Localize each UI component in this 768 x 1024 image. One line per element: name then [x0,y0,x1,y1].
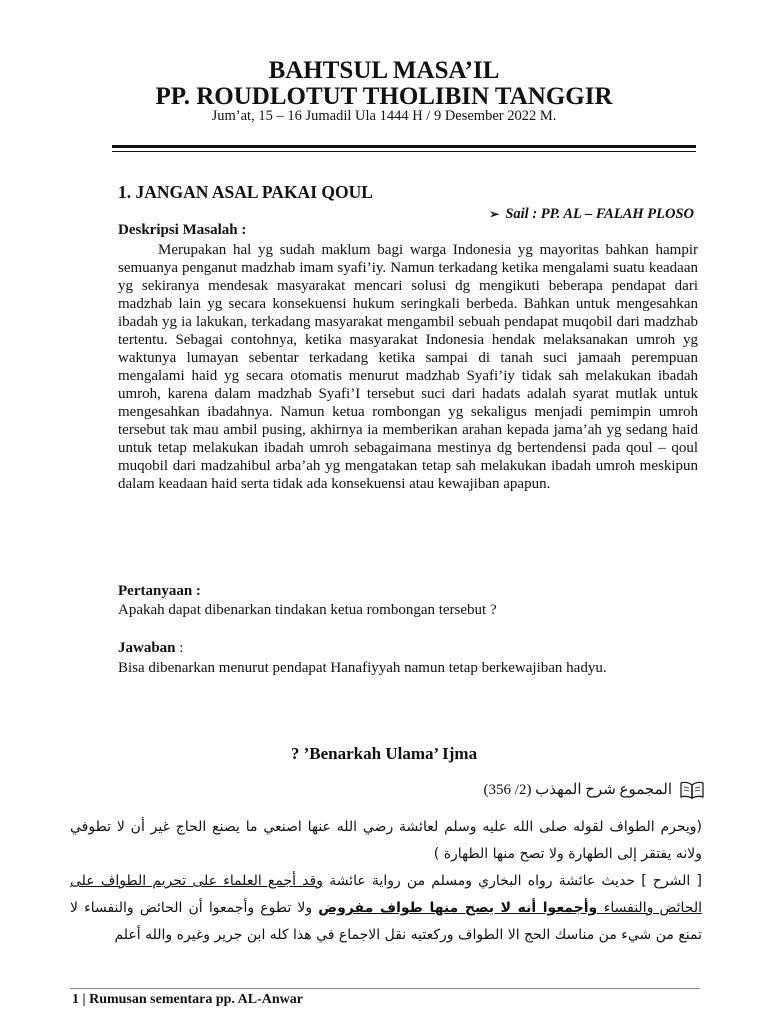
footer-text: 1 | Rumusan sementara pp. AL-Anwar [72,992,303,1007]
header-divider-thin [112,151,696,152]
jawaban-label-text: Jawaban [118,640,176,656]
ibarah-2-bold-underlined: وأجمعوا أنه لا يصح منها طواف مفروض [318,900,604,916]
ibarah-2-underlined: وقد أجمع العلماء على تحريم الطواف على الحائض والنفساء [70,873,702,916]
jawaban-label-colon: : [175,640,184,656]
reference-row [484,780,704,799]
header-title: BAHTSUL MASA’IL [268,57,500,84]
jawaban-label [118,640,183,657]
ibarah-paragraph-2 [70,868,702,949]
ibarah-paragraph-1: (ويحرم الطواف لقوله صلى الله عليه وسلم لعائشة رضي الله عنها اصنعي ما يصنع الحاج غير أن لا تطوفي ولانه يفتقر إلى الطهارة ولا تصح منها الطهارة ) [70,819,702,862]
pertanyaan-text: Apakah dapat dibenarkan tindakan ketua rombongan tersebut ? [118,602,497,618]
jawaban-text: Bisa dibenarkan menurut pendapat Hanafiyyah namun tetap berkewajiban hadyu. [118,660,607,676]
sail-text: Sail : PP. AL – FALAH PLOSO [505,206,694,222]
deskripsi-paragraph: Merupakan hal yg sudah maklum bagi warga Indonesia yg mayoritas bahkan hampir semuanya penganut madzhab imam syafi’iy. Namun terkadang ketika mengalami suatu keadaan yg sekiranya mendesak masyarakat mencari solusi dg mengikuti beberapa pendapat dari madzhab lain yg secara konsekuensi hukum seringkali berbeda. Bahkan untuk mengesahkan ibadah yg ia lakukan, terkadang masyarakat mengambil sebuah pendapat muqobil dari madzhab tertentu. Sebagai contohnya, ketika masyarakat Indonesia hendak melaksanakan umroh yg waktunya lumayan sebentar terkadang ketika sampai di tanah suci jamaah perempuan mengalami haid yg secara otomatis menurut madzhab Syafi’iy tidak sah melakukan ibadah umroh, karena dalam madzhab Syafi’I tersebut suci dari hadats adalah syarat mutlak untuk mengesahkan ibadahnya. Namun ketua rombongan yg sekaligus menjadi pemimpin umroh tersebut tak mau ambil pusing, akhirnya ia memberikan arahan kepada jama’ah yg sedang haid untuk tetap melakukan ibadah umroh sebagaimana mestinya dg bertendensi pada qoul – qoul muqobil dari madzahibul arba’ah yg mengatakan tetap sah melakukan ibadah umroh meskipun dalam keadaan haid serta tidak ada konsekuensi atau kewajiban apapun. [118,242,698,492]
subsection-title: ? ’Benarkah Ulama’ Ijma [290,744,478,763]
header-institution: PP. ROUDLOTUT THOLIBIN TANGGIR [155,83,613,110]
sail-line [489,206,694,223]
header-date: Jum’at, 15 – 16 Jumadil Ula 1444 H / 9 Desember 2022 M. [211,108,557,124]
ibarah-2-part-d: ولا تطوع وأجمعوا أن الحائض والنفساء لا تمنع من شيء من مناسك الحج الا الطواف وركعتيه نقل الاجماع في هذا كله ابن جرير وغيره والله أعلم [70,900,702,943]
book-icon [680,781,704,799]
header-divider-thick [112,145,696,148]
footer-divider [70,988,700,989]
pertanyaan-label: Pertanyaan : [118,583,201,599]
deskripsi-label: Deskripsi Masalah : [118,222,247,238]
section-title: 1. JANGAN ASAL PAKAI QOUL [118,182,373,202]
reference-text: المجموع شرح المهذب (2/ 356) [483,782,672,798]
ibarah-2-part-a: [ الشرح ] حديث عائشة رواه البخاري ومسلم من رواية عائشة [323,873,702,889]
arrow-right-icon: ➢ [489,207,500,221]
